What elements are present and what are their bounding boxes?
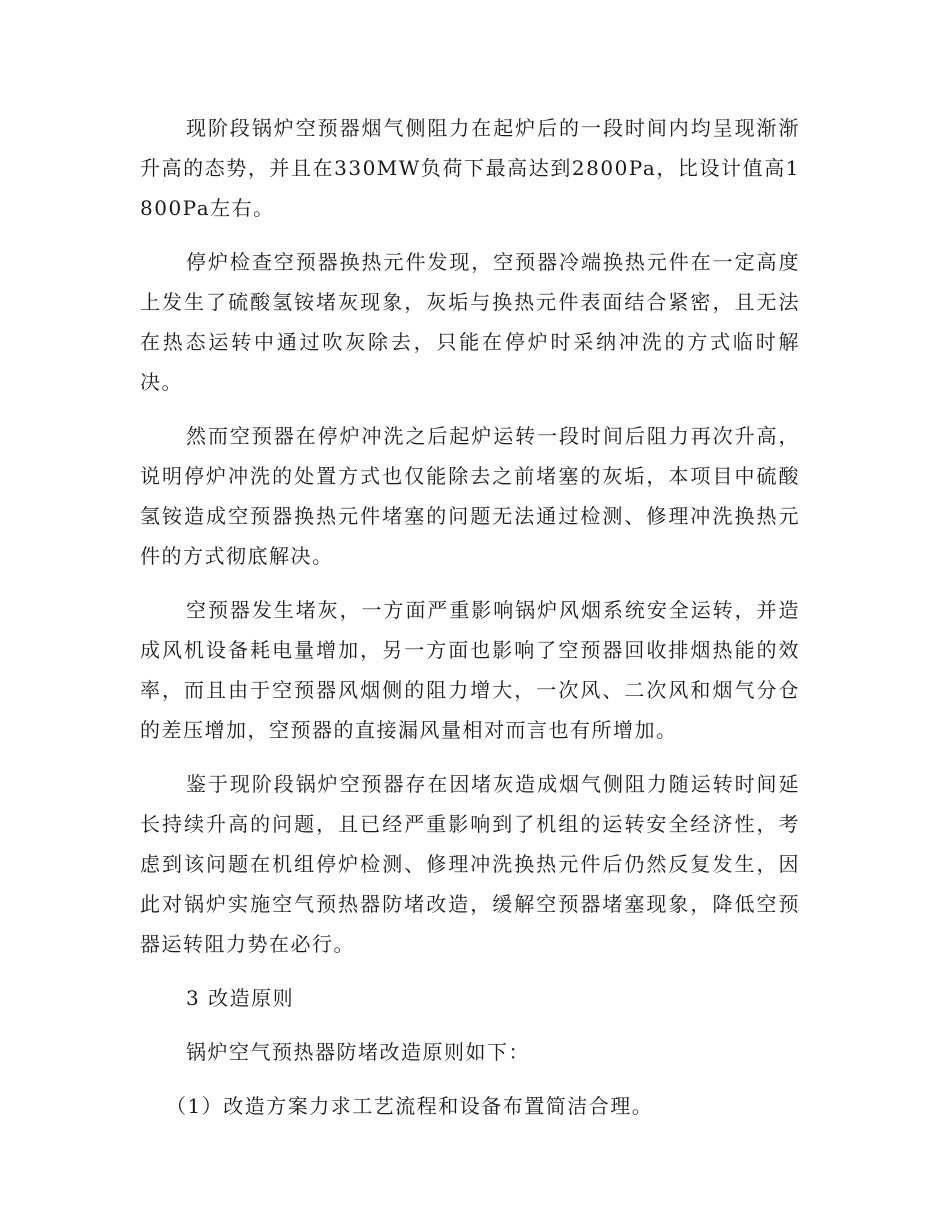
- paragraph-4: 空预器发生堵灰，一方面严重影响锅炉风烟系统安全运转，并造成风机设备耗电量增加，另一方面也影响了空预器回收排烟热能的效率，而且由于空预器风烟侧的阻力增大，一次风、二次风和烟气分仓的差压增加，空预器的直接漏风量相对而言也有所增加。: [140, 598, 800, 742]
- document-body: [140, 108, 800, 1140]
- paragraph-1: 现阶段锅炉空预器烟气侧阻力在起炉后的一段时间内均呈现渐渐升高的态势，并且在330MW负荷下最高达到2800Pa，比设计值高1800Pa左右。: [140, 116, 800, 220]
- paragraph-5: 鉴于现阶段锅炉空预器存在因堵灰造成烟气侧阻力随运转时间延长持续升高的问题，且已经严重影响到了机组的运转安全经济性，考虑到该问题在机组停炉检测、修理冲洗换热元件后仍然反复发生，因此对锅炉实施空气预热器防堵改造，缓解空预器堵塞现象，降低空预器运转阻力势在必行。: [140, 772, 800, 956]
- paragraph-2: 停炉检查空预器换热元件发现，空预器冷端换热元件在一定高度上发生了硫酸氢铵堵灰现象，灰垢与换热元件表面结合紧密，且无法在热态运转中通过吹灰除去，只能在停炉时采纳冲洗的方式临时解决。: [140, 250, 800, 394]
- list-item-1: （1）改造方案力求工艺流程和设备布置简洁合理。: [166, 1094, 654, 1118]
- intro-line: 锅炉空气预热器防堵改造原则如下：: [186, 1040, 530, 1064]
- section-heading: 3 改造原则: [186, 986, 295, 1010]
- paragraph-3: 然而空预器在停炉冲洗之后起炉运转一段时间后阻力再次升高，说明停炉冲洗的处置方式也仅能除去之前堵塞的灰垢，本项目中硫酸氢铵造成空预器换热元件堵塞的问题无法通过检测、修理冲洗换热元件的方式彻底解决。: [140, 424, 800, 568]
